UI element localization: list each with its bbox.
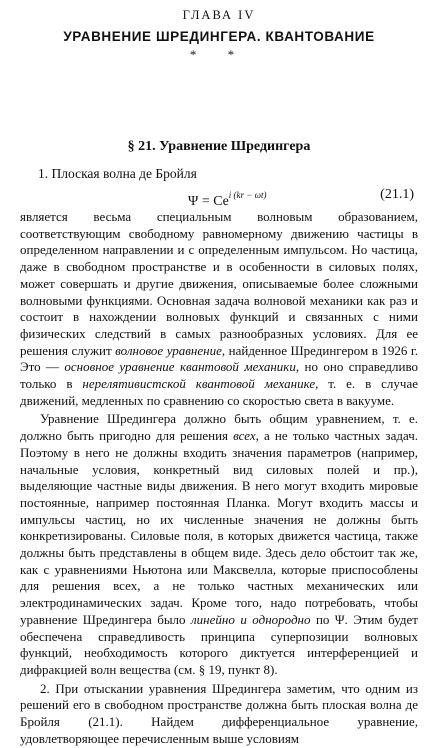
subsection-title: 1. Плоская волна де Бройля [38,166,197,181]
chapter-ornament: * * [189,47,249,62]
section-title: § 21. Уравнение Шредингера [127,139,311,154]
equation-exponent: i (kr − ωt) [228,190,267,200]
paragraph-1-text-d: , т. е. в случае движений, медленных по сравнению со скоростью света в вакууме. [20,376,418,408]
paragraph-1 [20,209,418,409]
paragraph-1-emphasis-2: основное уравнение квантовой механики [64,359,296,375]
paragraph-3: 2. При отыскании уравнения Шредингера заметим, что одним из решений его в свободном пространстве должна быть плоская волна де Бройля (21.1). Найдем дифференциальное уравнение, удовлетворяющее перечисленным выше условиям [20,680,418,746]
equation-formula [188,185,266,212]
equation-21-1 [20,185,418,209]
paragraph-2 [20,411,418,678]
paragraph-1-text-b: , найденное Шредингером в 1926 г. Это — [20,342,418,375]
chapter-title: УРАВНЕНИЕ ШРЕДИНГЕРА. КВАНТОВАНИЕ [63,29,375,44]
paragraph-1-text-c: , но оно справедливо только в [20,359,419,392]
paragraph-1-emphasis-3: нерелятивистской квантовой механике [82,376,316,392]
paragraph-1-emphasis-1: волновое уравнение [115,342,222,358]
chapter-number: ГЛАВА IV [182,8,256,22]
paragraph-2-text-a: Уравнение Шредингера должно быть общим уравнением, т. е. должно быть пригодно для решения [20,411,418,444]
paragraph-2-text-c: по Ψ. Этим будет обеспечена справедливость принципа суперпозиции волновых функций, необходимость которого диктуется интерференцией и дифракцией волн вещества (см. § 19, пункт 8). [20,611,418,677]
paragraph-2-emphasis-1: всех [233,428,256,444]
paragraph-2-emphasis-2: линейно и однородно [191,611,311,627]
equation-number: (21.1) [380,187,414,202]
equation-lhs: Ψ = Ce [188,194,229,209]
paragraph-2-text-b: , а не только частных задач. Поэтому в него не должны входить значения параметров (например, начальные условия, конкретный вид силовых полей и пр.), выделяющие частные виды движения. В него могут входить мировые постоянные, например постоянная Планка. Могут входить массы и импульсы частиц, но их численные значения не должны быть конкретизированы. Силовые поля, в которых движется частица, также должны быть представлены в общем виде. Здесь дело обстоит так же, как с уравнениями Ньютона или Максвелла, которые приспособлены для решения всех, а не только частных механических или электродинамических задач. Кроме того, надо потребовать, чтобы уравнение Шредингера было [20,428,418,627]
paragraph-1-text-a: является весьма специальным волновым образованием, соответствующим свободному равномерному движению частицы в определенном направлении и с определенным импульсом. Но частица, даже в свободном пространстве и в особенности в силовых полях, может совершать и другие движения, описываемые более сложными волновыми функциями. Основная задача волновой механики как раз и состоит в нахождении волновых функций и связанных с ними физических следствий в самых разнообразных условиях. Для ее решения служит [20,209,418,358]
